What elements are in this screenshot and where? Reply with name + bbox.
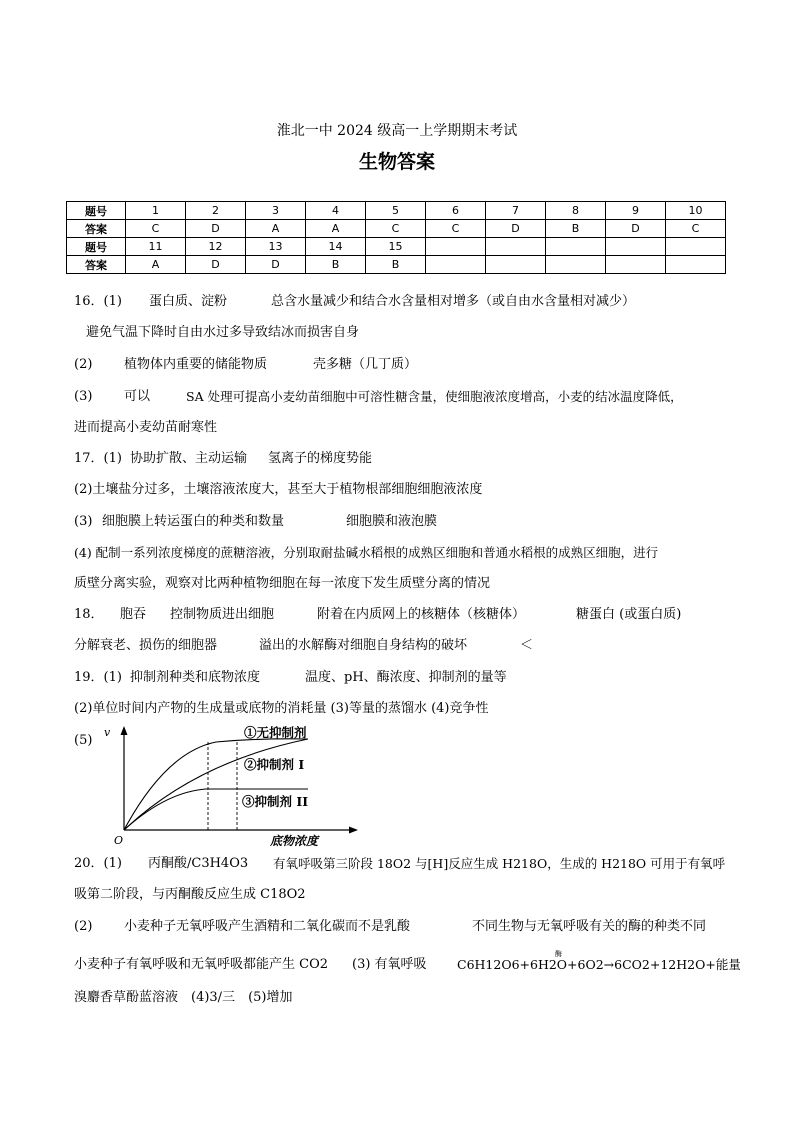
enzyme-rate-graph — [96, 722, 366, 850]
q17-part4-line-1: (4) 配制一系列浓度梯度的蔗糖溶液，分别取耐盐碱水稻根的成熟区细胞和普通水稻根的成熟区细胞，进行 — [74, 545, 659, 560]
q16-part3-answer-1: 可以 — [124, 389, 151, 404]
q19-part5-label: (5) — [74, 733, 93, 748]
q16-part2-answer-1: 植物体内重要的储能物质 — [124, 357, 268, 372]
q18-label: 18． — [74, 607, 104, 622]
q16-part3-answer-3: 进而提高小麦幼苗耐寒性 — [74, 420, 218, 435]
table-cell: C — [366, 220, 426, 238]
q17-part2: (2)土壤盐分过多，土壤溶液浓度大，甚至大于植物根部细胞细胞液浓度 — [74, 482, 483, 497]
table-row — [67, 220, 726, 238]
subject-title: 生物答案 — [358, 151, 435, 173]
table-cell: C — [666, 220, 726, 238]
table-cell — [426, 256, 486, 274]
curve-label-3: ③抑制剂 II — [242, 794, 309, 809]
table-cell — [546, 238, 606, 256]
q20-label: 20．(1) — [74, 856, 122, 871]
table-cell: B — [306, 256, 366, 274]
table-cell: 11 — [126, 238, 186, 256]
table-cell: A — [306, 220, 366, 238]
table-cell: 3 — [246, 202, 306, 220]
reaction-equation: C6H12O6+6H2O+6O2→6CO2+12H2O+能量 — [457, 957, 741, 972]
q18-answer-2: 控制物质进出细胞 — [170, 607, 275, 622]
table-row — [67, 238, 726, 256]
q17-answer-2: 氢离子的梯度势能 — [268, 451, 373, 466]
q16-part2-label: (2) — [74, 357, 93, 372]
table-row — [67, 202, 726, 220]
q16-answer-2: 总含水量减少和结合水含量相对增多（或自由水含量相对减少） — [271, 294, 636, 309]
table-cell: A — [246, 220, 306, 238]
row-label: 题号 — [67, 238, 126, 256]
table-cell: 6 — [426, 202, 486, 220]
table-cell: 7 — [486, 202, 546, 220]
table-cell — [486, 256, 546, 274]
table-cell — [546, 256, 606, 274]
q17-answer-1: 协助扩散、主动运输 — [130, 451, 248, 466]
table-cell: B — [546, 220, 606, 238]
table-cell: 5 — [366, 202, 426, 220]
q20-line3-a: 小麦种子有氧呼吸和无氧呼吸都能产生 CO2 — [74, 957, 329, 972]
q18-answer-5: 分解衰老、损伤的细胞器 — [74, 638, 218, 653]
x-axis-label: 底物浓度 — [270, 834, 319, 848]
table-cell — [606, 238, 666, 256]
q20-line4: 溴麝香草酚蓝溶液 (4)3/三 (5)增加 — [74, 990, 293, 1005]
q19-label: 19．(1) — [74, 670, 122, 685]
q20-part2-label: (2) — [74, 919, 93, 934]
q18-answer-7: ＜ — [520, 638, 534, 653]
table-cell: 4 — [306, 202, 366, 220]
q16-part3-answer-2: SA 处理可提高小麦幼苗细胞中可溶性糖含量，使细胞液浓度增高，小麦的结冰温度降低， — [186, 389, 683, 404]
q20-part2-answer-2: 不同生物与无氧呼吸有关的酶的种类不同 — [472, 919, 707, 934]
q20-line3-b: (3) 有氧呼吸 — [352, 957, 427, 972]
q17-part4-line-2: 质壁分离实验，观察对比两种植物细胞在每一浓度下发生质壁分离的情况 — [74, 576, 491, 591]
table-cell: C — [126, 220, 186, 238]
q18-answer-6: 溢出的水解酶对细胞自身结构的破坏 — [259, 638, 468, 653]
q20-answer-3: 吸第二阶段，与丙酮酸反应生成 C18O2 — [74, 887, 306, 902]
q18-answer-3: 附着在内质网上的核糖体（核糖体） — [317, 607, 526, 622]
table-cell: 10 — [666, 202, 726, 220]
q19-answer-2: 温度、pH、酶浓度、抑制剂的量等 — [305, 670, 507, 685]
table-cell: 15 — [366, 238, 426, 256]
q20-part2-answer-1: 小麦种子无氧呼吸产生酒精和二氧化碳而不是乳酸 — [124, 919, 411, 934]
y-axis-arrow — [121, 726, 128, 735]
q16-part3-label: (3) — [74, 389, 93, 404]
table-cell: D — [606, 220, 666, 238]
table-cell: 13 — [246, 238, 306, 256]
table-cell: A — [126, 256, 186, 274]
q16-part2-answer-2: 壳多糖（几丁质） — [313, 357, 418, 372]
table-cell: D — [186, 256, 246, 274]
q17-part3-answer-2: 细胞膜和液泡膜 — [346, 514, 438, 529]
row-label: 答案 — [67, 220, 126, 238]
table-cell — [666, 256, 726, 274]
curve-no-inhibitor — [124, 739, 308, 830]
table-cell: C — [426, 220, 486, 238]
curve-label-2: ②抑制剂 I — [244, 757, 305, 772]
table-cell: 14 — [306, 238, 366, 256]
row-label: 答案 — [67, 256, 126, 274]
table-cell: D — [246, 256, 306, 274]
table-cell — [666, 238, 726, 256]
q19-parts-2-4: (2)单位时间内产物的生成量或底物的消耗量 (3)等量的蒸馏水 (4)竞争性 — [74, 701, 489, 716]
enzyme-condition: 酶 — [555, 950, 562, 958]
table-cell: D — [486, 220, 546, 238]
table-cell: 9 — [606, 202, 666, 220]
table-cell — [606, 256, 666, 274]
table-cell: 1 — [126, 202, 186, 220]
curve-label-1: ①无抑制剂 — [244, 725, 307, 740]
origin-label: O — [114, 834, 124, 847]
q17-label: 17．(1) — [74, 451, 122, 466]
table-cell: B — [366, 256, 426, 274]
q17-part3-label: (3) — [74, 514, 93, 529]
table-cell: 8 — [546, 202, 606, 220]
q16-answer-1: 蛋白质、淀粉 — [149, 294, 228, 309]
q17-part3-answer-1: 细胞膜上转运蛋白的种类和数量 — [102, 514, 285, 529]
table-cell: 12 — [186, 238, 246, 256]
q18-answer-1: 胞吞 — [120, 607, 147, 622]
q16-label: 16．(1) — [74, 294, 122, 309]
answer-table — [66, 201, 726, 274]
q20-answer-1: 丙酮酸/C3H4O3 — [148, 856, 249, 871]
row-label: 题号 — [67, 202, 126, 220]
table-row — [67, 256, 726, 274]
q19-answer-1: 抑制剂种类和底物浓度 — [130, 670, 261, 685]
q16-answer-3: 避免气温下降时自由水过多导致结冰而损害自身 — [86, 325, 360, 340]
table-cell: 2 — [186, 202, 246, 220]
x-axis-arrow — [349, 827, 358, 834]
table-cell: D — [186, 220, 246, 238]
q18-answer-4: 糖蛋白 (或蛋白质) — [576, 607, 682, 622]
y-axis-label: v — [104, 726, 111, 739]
exam-title: 淮北一中 2024 级高一上学期期末考试 — [276, 123, 518, 139]
q20-answer-2: 有氧呼吸第三阶段 18O2 与[H]反应生成 H218O，生成的 H218O 可用于有氧呼 — [273, 856, 726, 871]
table-cell — [426, 238, 486, 256]
table-cell — [486, 238, 546, 256]
curve-inhibitor-1 — [124, 739, 308, 830]
